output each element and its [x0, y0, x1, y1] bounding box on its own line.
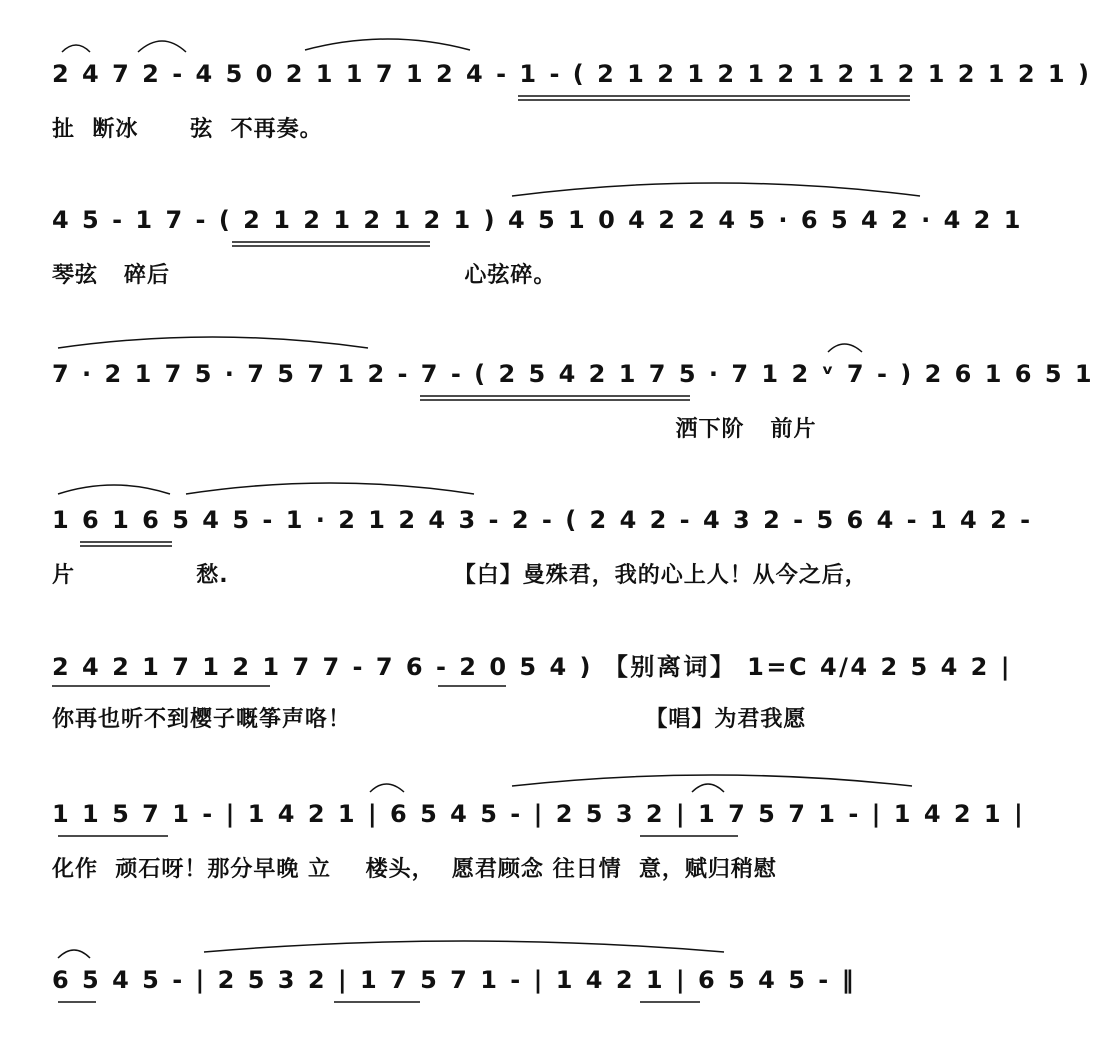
beam-lines — [0, 832, 972, 846]
beam-lines — [0, 682, 972, 696]
lyric-line: 你再也听不到樱子嘅筝声咯！ 【唱】为君我愿 — [52, 707, 807, 732]
notation-line: 4 5 - 1 7 - ( 2 1 2 1 2 1 2 1 ) 4 5 1 0 4 2 2 4 5 · 6 5 4 2 · 4 2 1 — [52, 206, 1023, 234]
notation-line: 1 6 1 6 5 4 5 - 1 · 2 1 2 4 3 - 2 - ( 2 4 2 - 4 3 2 - 5 6 4 - 1 4 2 - — [52, 506, 1033, 534]
beam-lines — [0, 238, 972, 252]
beam-lines — [0, 538, 972, 552]
lyric-line: 洒下阶 前片 — [52, 417, 817, 442]
lyric-line: 琴弦 碎后 心弦碎。 — [52, 263, 557, 288]
notation-line: 2 4 7 2 - 4 5 0 2 1 1 7 1 2 4 - 1 - ( 2 1 2 1 2 1 2 1 2 1 2 1 2 1 2 1 ) — [52, 60, 1092, 88]
beam-lines — [0, 392, 972, 406]
beam-lines — [0, 998, 972, 1012]
lyric-line: 扯 断冰 弦 不再奏。 — [52, 117, 323, 142]
beam-lines — [0, 92, 972, 106]
notation-line: 2 4 2 1 7 1 2 1 7 7 - 7 6 - 2 0 5 4 ) 【别离词】 1=C 4/4 2 5 4 2 | — [52, 652, 1012, 681]
notation-line: 1 1 5 7 1 - | 1 4 2 1 | 6 5 4 5 - | 2 5 3 2 | 1 7 5 7 1 - | 1 4 2 1 | — [52, 800, 1026, 828]
notation-line: 7 · 2 1 7 5 · 7 5 7 1 2 - 7 - ( 2 5 4 2 1 7 5 · 7 1 2 ᵛ 7 - ) 2 6 1 6 5 1 — [52, 360, 1094, 388]
lyric-line: 片 愁. 【白】曼殊君，我的心上人！从今之后， — [52, 563, 868, 588]
lyric-line: 化作 顽石呀！那分早晚 立 楼头， 愿君顾念 往日情 意，赋归稍慰 — [52, 857, 777, 882]
notation-line: 6 5 4 5 - | 2 5 3 2 | 1 7 5 7 1 - | 1 4 2 1 | 6 5 4 5 - ‖ — [52, 966, 857, 994]
